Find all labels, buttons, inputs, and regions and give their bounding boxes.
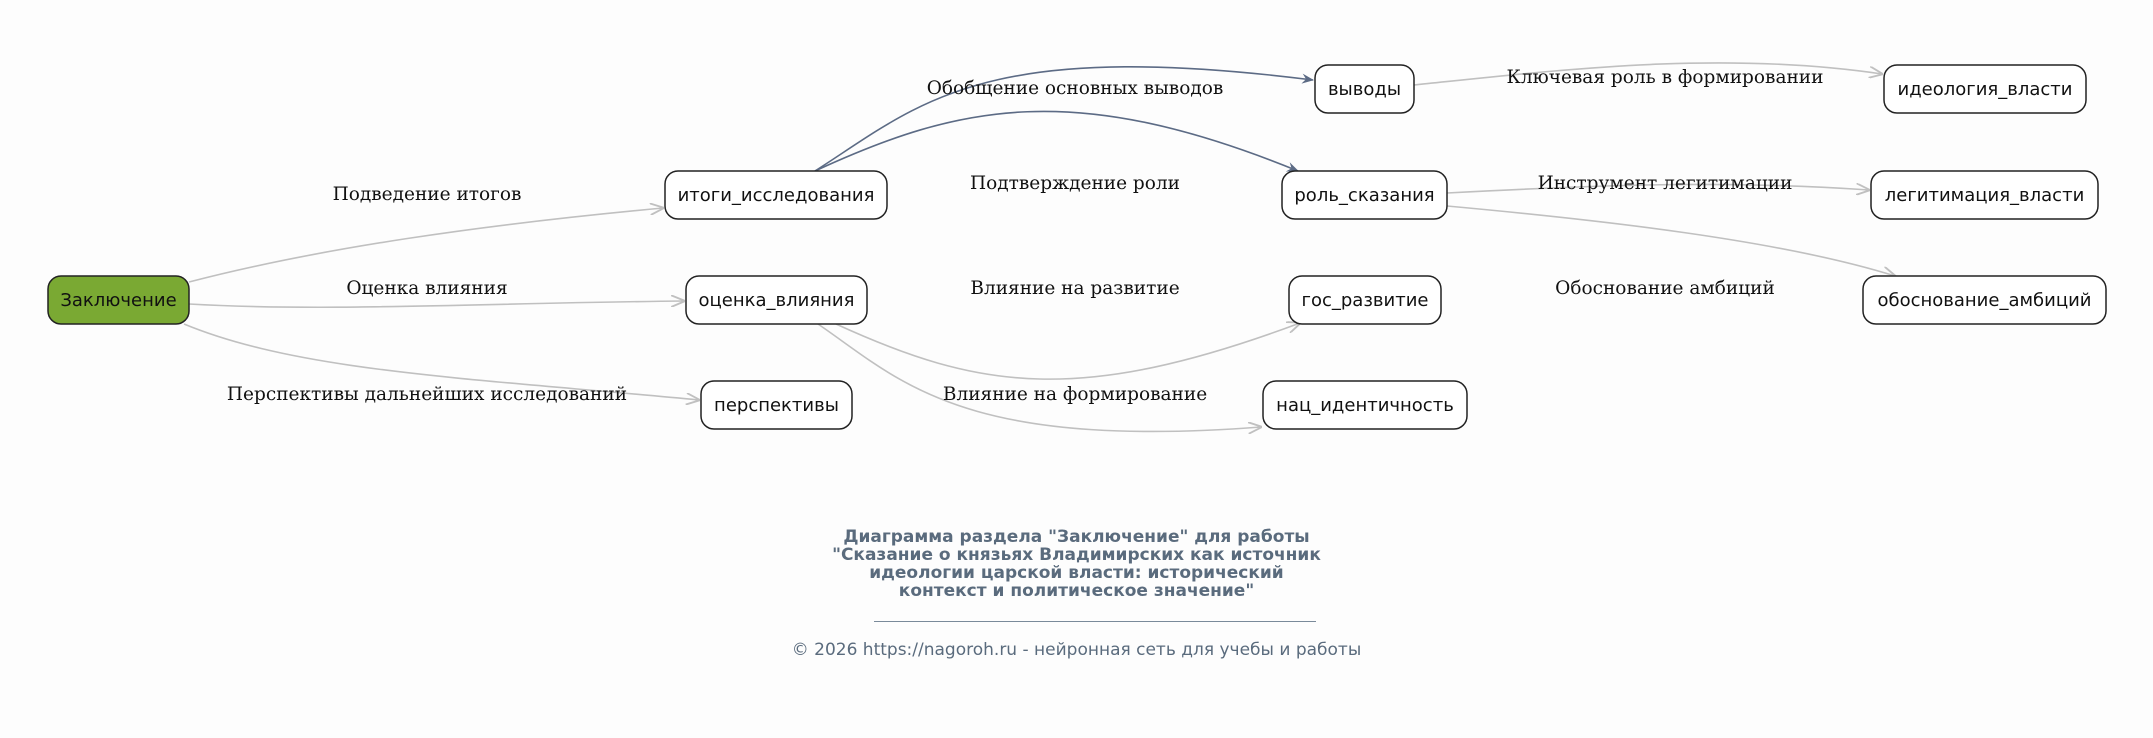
edge-label-itogi-rol: Подтверждение роли [969,173,1181,194]
edge-label-ocenka-gos: Влияние на развитие [970,278,1180,299]
edge-labels-layer [227,67,1824,405]
node-ideol[interactable] [1884,65,2086,113]
edge-itogi-rol [815,111,1298,171]
edge-zakl-itogi [189,208,663,282]
node-nac[interactable] [1263,381,1467,429]
edge-line [189,301,684,307]
node-label: нац_идентичность [1276,395,1454,416]
edge-ocenka-nac [818,324,1261,431]
node-label: идеология_власти [1897,79,2073,100]
edge-label-rol-legit: Инструмент легитимации [1537,173,1793,194]
edge-line [1447,206,1895,276]
edge-ocenka-gos [836,323,1300,379]
node-label: Заключение [60,290,177,311]
node-label: выводы [1327,79,1402,100]
diagram-caption-title: Диаграмма раздела "Заключение" для работы "Сказание о князьях Владимирских как источник идеологии царской власти: исторический контекст и политическое значение" [832,527,1321,601]
node-itogi[interactable] [665,171,887,219]
edge-zakl-ocenka [189,301,684,307]
edge-label-rol-obosn: Обоснование амбиций [1555,278,1775,299]
diagram-caption-footer: © 2026 https://nagoroh.ru - нейронная сеть для учебы и работы [791,640,1362,660]
node-label: обоснование_амбиций [1877,290,2092,311]
node-label: легитимация_власти [1884,185,2085,206]
edge-label-vyvody-ideol: Ключевая роль в формировании [1506,67,1824,88]
node-rol[interactable] [1282,171,1447,219]
edge-rol-obosn [1447,206,1895,276]
node-label: гос_развитие [1301,290,1429,311]
node-persp[interactable] [701,381,852,429]
edges-layer [184,63,1895,432]
node-label: оценка_влияния [698,290,855,311]
edge-line [836,323,1300,379]
node-zakl[interactable] [48,276,189,324]
node-vyvody[interactable] [1315,65,1414,113]
node-gos[interactable] [1289,276,1441,324]
edge-line [815,111,1298,171]
edge-line [189,208,663,282]
edge-label-ocenka-nac: Влияние на формирование [942,384,1208,405]
edge-label-itogi-vyvody: Обобщение основных выводов [926,78,1224,99]
node-label: итоги_исследования [677,185,875,206]
edge-line [818,324,1261,431]
caption-divider [874,621,1316,622]
node-ocenka[interactable] [686,276,867,324]
node-label: роль_сказания [1294,185,1435,206]
node-legit[interactable] [1871,171,2098,219]
edge-label-zakl-persp: Перспективы дальнейших исследований [226,384,628,405]
node-obosn[interactable] [1863,276,2106,324]
node-label: перспективы [714,395,839,416]
edge-label-zakl-itogi: Подведение итогов [332,184,522,205]
edge-label-zakl-ocenka: Оценка влияния [346,278,508,299]
